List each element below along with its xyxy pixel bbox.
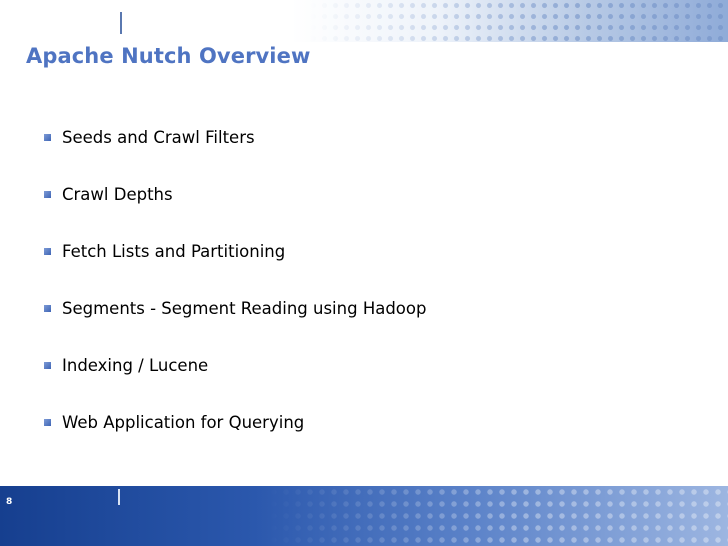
square-bullet-icon [44,191,51,198]
footer-dot-pattern [268,486,728,546]
bullet-item [44,413,426,470]
header-divider [120,12,122,34]
header-band [0,0,728,42]
page-number: 8 [6,497,13,507]
footer-divider [118,489,120,505]
square-bullet-icon [44,419,51,426]
bullet-text: Fetch Lists and Partitioning [62,242,286,261]
slide-title: Apache Nutch Overview [26,44,311,68]
bullet-item [44,299,426,356]
bullet-item [44,356,426,413]
bullet-text: Indexing / Lucene [62,356,209,375]
square-bullet-icon [44,134,51,141]
bullet-item [44,185,426,242]
header-dot-pattern [308,0,728,42]
footer-band [0,486,728,546]
bullet-item [44,242,426,299]
bullet-item [44,128,426,185]
square-bullet-icon [44,305,51,312]
bullet-text: Segments - Segment Reading using Hadoop [62,299,427,318]
bullet-text: Web Application for Querying [62,413,305,432]
square-bullet-icon [44,362,51,369]
bullet-text: Crawl Depths [62,185,173,204]
square-bullet-icon [44,248,51,255]
bullet-text: Seeds and Crawl Filters [62,128,255,147]
bullet-list [44,128,426,470]
